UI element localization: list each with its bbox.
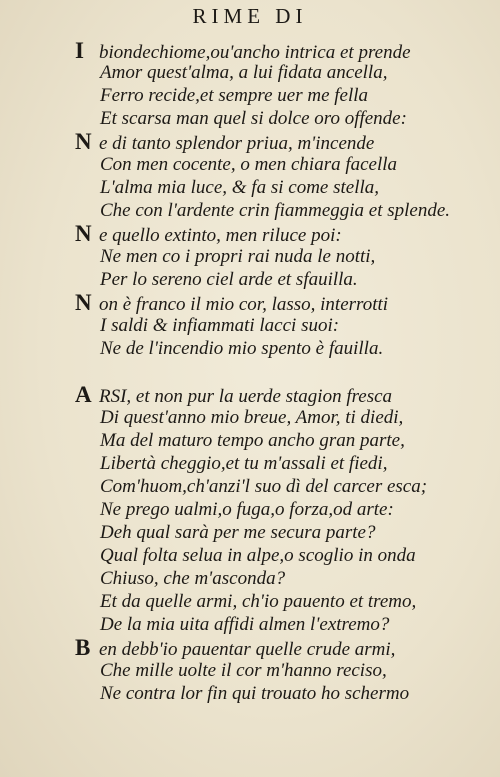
poem-line: [100, 591, 416, 613]
line-text: Ne prego ualmi,o fuga,o forza,od arte:: [100, 499, 394, 520]
poem-line: [75, 384, 392, 408]
line-text: I saldi & infiammati lacci suoi:: [100, 315, 340, 336]
line-text: Ne de l'incendio mio spento è fauilla.: [100, 338, 384, 359]
poem-line: [100, 614, 389, 636]
line-text: Ferro recide,et sempre uer me fella: [100, 85, 369, 106]
initial-capital: I: [75, 38, 84, 63]
poem-line: [100, 62, 387, 84]
poem-line: [75, 131, 374, 155]
line-text: Chiuso, che m'asconda?: [100, 568, 286, 589]
poem-line: [100, 200, 450, 222]
line-text: e quello extinto, men riluce poi:: [99, 225, 342, 246]
poem-line: [100, 269, 358, 291]
initial-capital: N: [75, 290, 92, 315]
poem-line: [75, 637, 395, 661]
line-text: L'alma mia luce, & fa si come stella,: [100, 177, 380, 198]
line-text: Com'huom,ch'anzi'l suo dì del carcer esca;: [100, 476, 428, 497]
poem-line: [100, 453, 387, 475]
line-text: Che con l'ardente crin fiammeggia et splende.: [100, 200, 451, 221]
line-text: en debb'io pauentar quelle crude armi,: [99, 639, 396, 660]
poem-line: [100, 430, 405, 452]
poem-line: [100, 568, 285, 590]
line-text: Qual folta selua in alpe,o scoglio in onda: [100, 545, 416, 566]
poem-line: [75, 223, 342, 247]
initial-capital: A: [75, 382, 92, 407]
line-text: Con men cocente, o men chiara facella: [100, 154, 398, 175]
poem-line: [100, 499, 394, 521]
line-text: on è franco il mio cor, lasso, interrotti: [99, 294, 389, 315]
poem-line: [100, 154, 397, 176]
poem-line: [100, 660, 387, 682]
line-text: Ne contra lor fin qui trouato ho schermo: [100, 683, 410, 704]
poem-line: [100, 522, 375, 544]
poem-line: [100, 85, 368, 107]
line-text: Et da quelle armi, ch'io pauento et tremo,: [100, 591, 417, 612]
poem-line: [100, 177, 379, 199]
line-text: Per lo sereno ciel arde et sfauilla.: [100, 269, 358, 290]
initial-capital: N: [75, 221, 92, 246]
line-text: RSI, et non pur la uerde stagion fresca: [99, 386, 393, 407]
line-text: Amor quest'alma, a lui fidata ancella,: [100, 62, 388, 83]
poem-line: [100, 246, 375, 268]
running-header: RIME DI: [192, 4, 308, 28]
line-text: Libertà cheggio,et tu m'assali et fiedi,: [100, 453, 388, 474]
poem-line: [100, 407, 403, 429]
initial-capital: N: [75, 129, 92, 154]
line-text: Ma del maturo tempo ancho gran parte,: [100, 430, 405, 451]
line-text: De la mia uita affidi almen l'extremo?: [100, 614, 390, 635]
poem-line: [100, 545, 416, 567]
poem-line: [100, 315, 339, 337]
initial-capital: B: [75, 635, 91, 660]
poem-line: [100, 683, 409, 705]
poem-line: [100, 338, 383, 360]
line-text: Et scarsa man quel si dolce oro offende:: [100, 108, 407, 129]
poem-line: [100, 476, 427, 498]
line-text: Che mille uolte il cor m'hanno reciso,: [100, 660, 387, 681]
poem-line: [100, 108, 407, 130]
line-text: Deh qual sarà per me secura parte?: [100, 522, 376, 543]
line-text: Di quest'anno mio breue, Amor, ti diedi,: [100, 407, 404, 428]
poem-line: [75, 40, 411, 64]
line-text: e di tanto splendor priua, m'incende: [99, 133, 375, 154]
line-text: Ne men co i propri rai nuda le notti,: [100, 246, 376, 267]
line-text: biondechiome,ou'ancho intrica et prende: [99, 42, 411, 63]
poem-line: [75, 292, 388, 316]
